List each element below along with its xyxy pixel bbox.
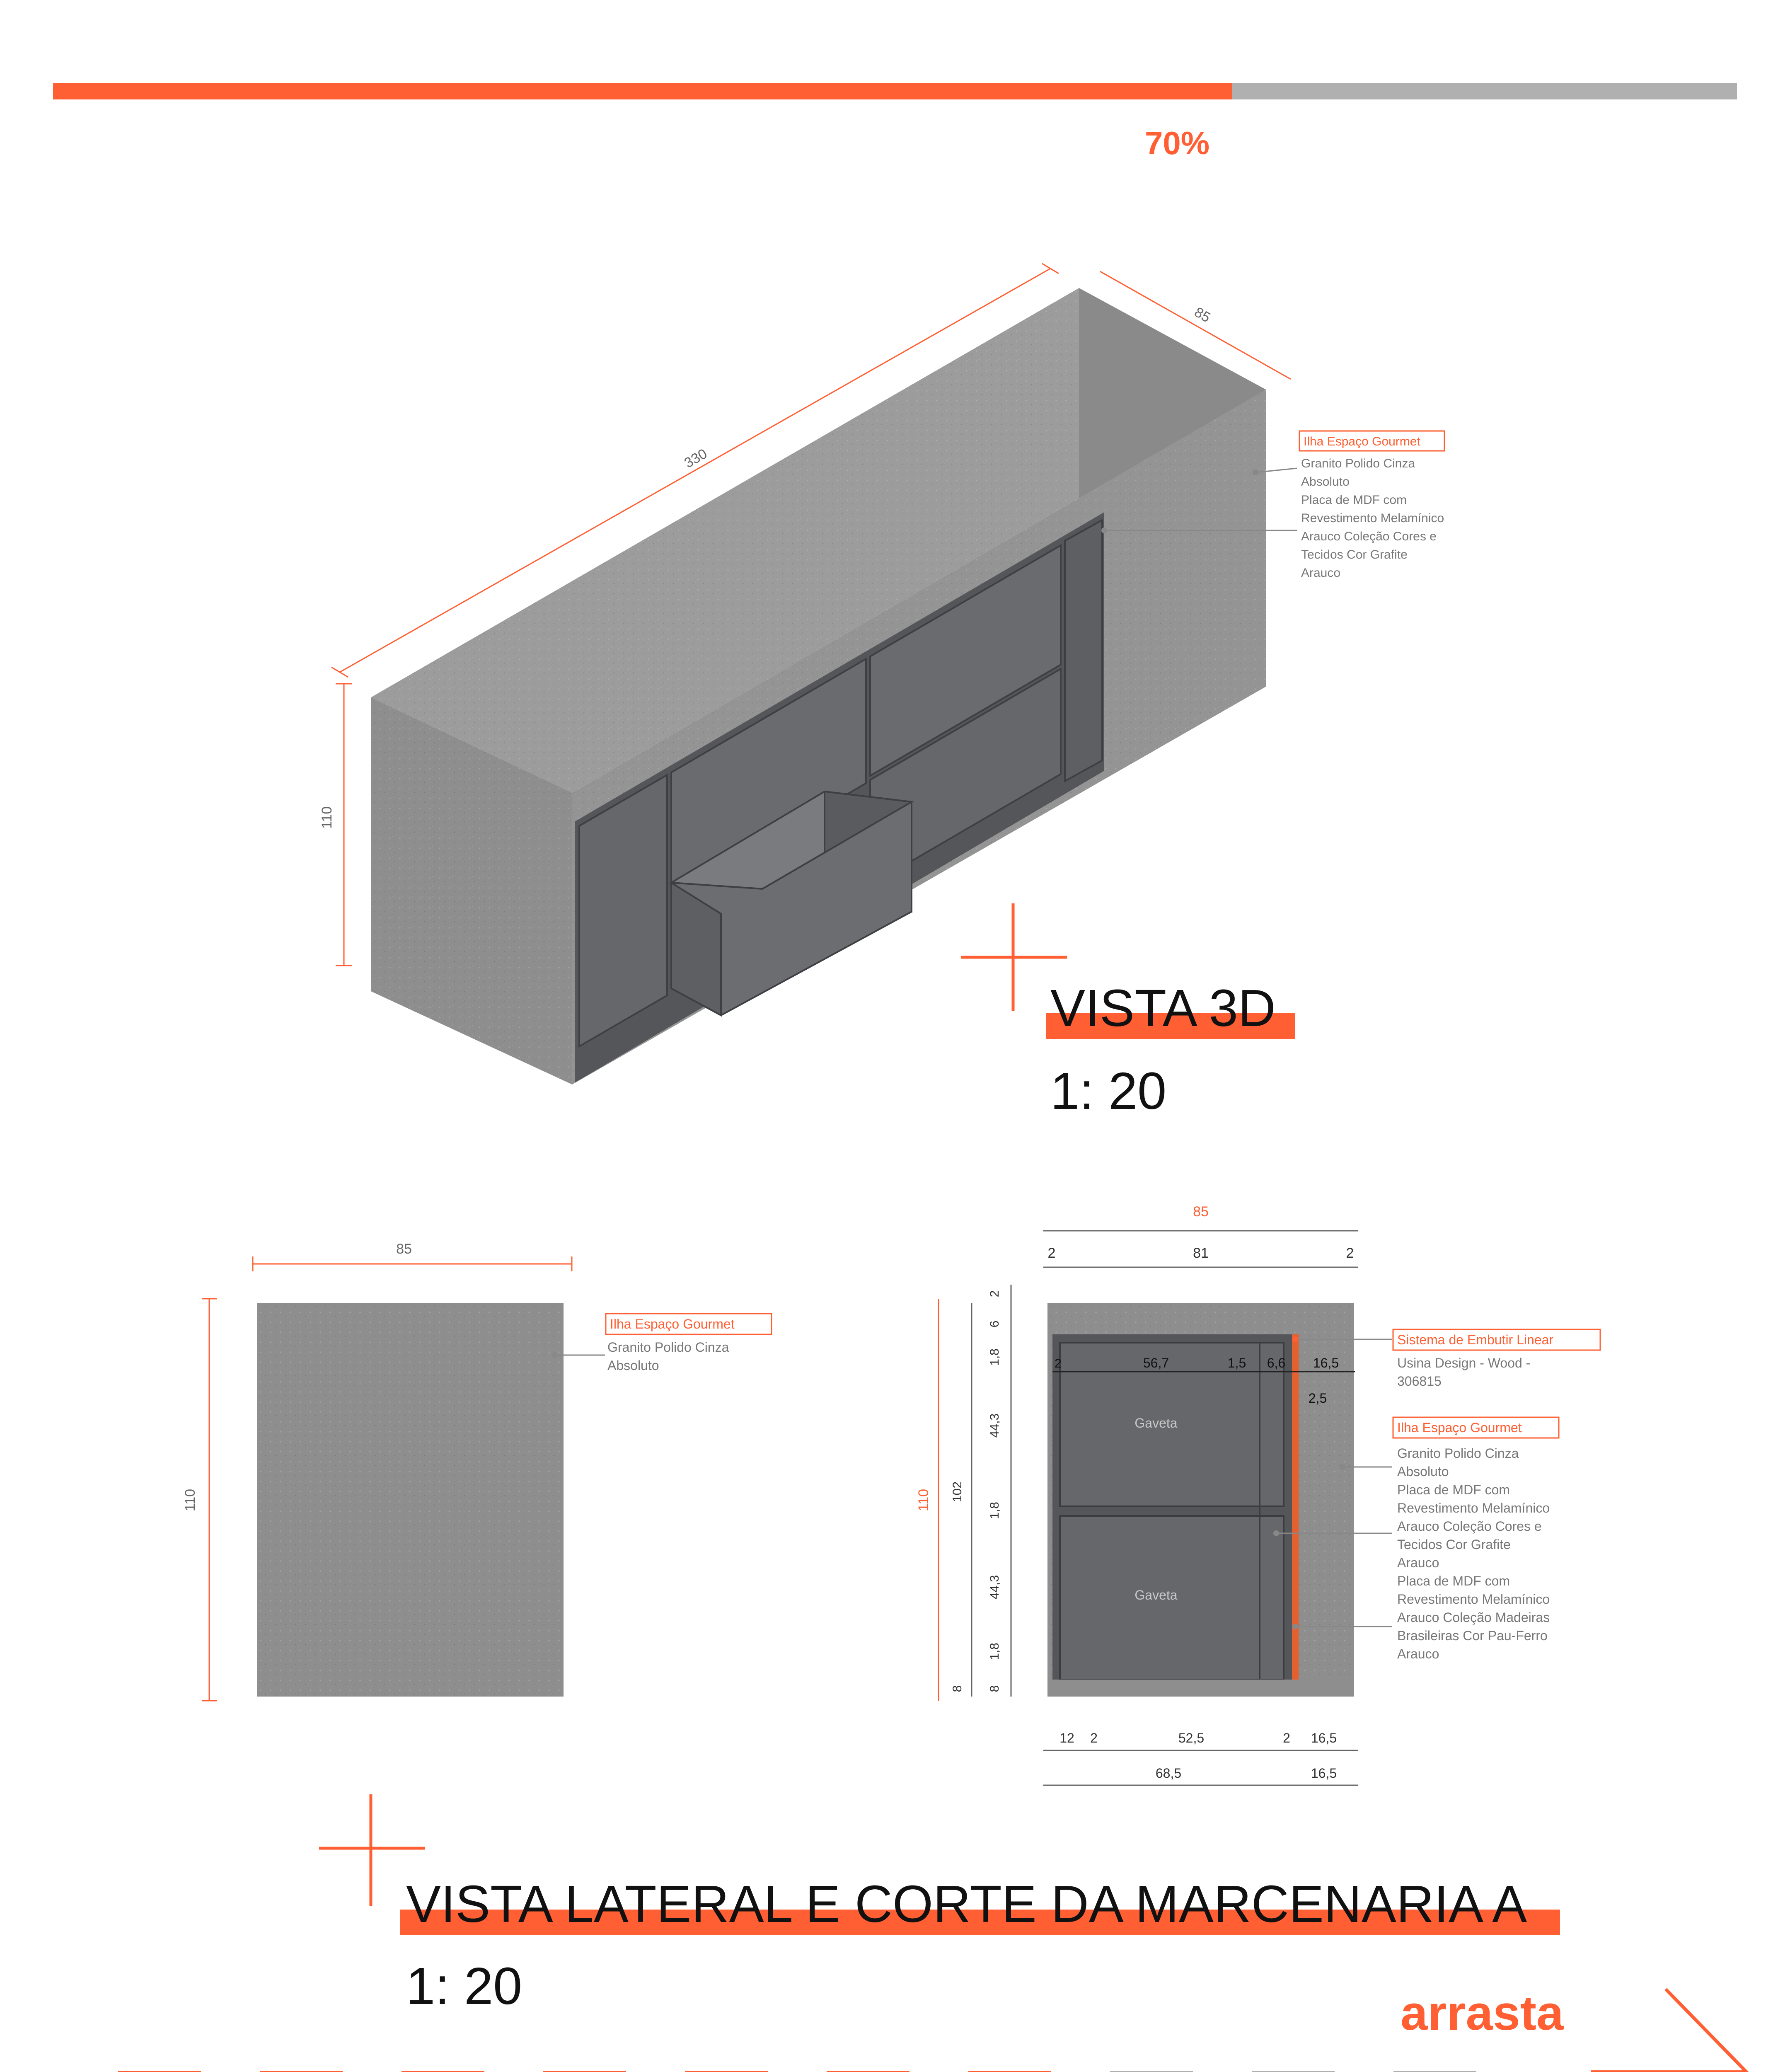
callout-3d-line: Arauco Coleção Cores e <box>1301 530 1437 543</box>
section-dim-v-443a: 44,3 <box>988 1413 1001 1438</box>
section-dim-b-2a: 2 <box>1090 1731 1098 1745</box>
dim-length-label: 330 <box>682 445 710 471</box>
section-dim-b-685: 68,5 <box>1155 1766 1182 1781</box>
hardware-rail <box>1292 1334 1299 1682</box>
section-dim-left-total: 110 <box>916 1489 931 1512</box>
view-3d-scale: 1: 20 <box>1050 1062 1167 1120</box>
section-hw-callout-line: 306815 <box>1397 1374 1442 1389</box>
section-dim-top-right: 2 <box>1346 1245 1354 1261</box>
section-hw-callout-title: Sistema de Embutir Linear <box>1397 1332 1554 1347</box>
section-mat-callout-line: Brasileiras Cor Pau-Ferro <box>1397 1628 1548 1643</box>
plus-marker-bar <box>319 1844 427 1852</box>
arrow-right-icon[interactable] <box>1583 1981 1757 2072</box>
section-mat-callout-line: Revestimento Melamínico <box>1397 1592 1550 1607</box>
callout-3d-line: Absoluto <box>1301 475 1350 489</box>
view-lateral-scale: 1: 20 <box>406 1957 522 2015</box>
section-dim-row-25: 2,5 <box>1308 1391 1327 1406</box>
section-dim-row-2: 2 <box>1055 1357 1062 1370</box>
section-dim-inner-total: 102 <box>951 1481 964 1503</box>
side-callout-line: Absoluto <box>607 1358 659 1373</box>
callout-3d-line: Revestimento Melamínico <box>1301 511 1444 525</box>
section-mat-callout-line: Absoluto <box>1397 1464 1449 1479</box>
callout-3d-title: Ilha Espaço Gourmet <box>1304 435 1420 448</box>
section-dim-b-12: 12 <box>1059 1731 1074 1745</box>
dim-depth-label: 85 <box>1192 304 1213 326</box>
section-mat-callout-line: Arauco <box>1397 1555 1439 1570</box>
section-dim-row-165: 16,5 <box>1313 1356 1339 1370</box>
callout-3d-line: Placa de MDF com <box>1301 493 1407 507</box>
section-dim-v-8b: 8 <box>988 1685 1001 1692</box>
progress-label: 70% <box>1145 125 1210 161</box>
view-3d-title: VISTA 3D <box>1050 979 1276 1037</box>
section-dim-row-567: 56,7 <box>1143 1356 1169 1370</box>
section-dim-top-left: 2 <box>1047 1245 1056 1261</box>
section-dim-v-18a: 1,8 <box>988 1348 1001 1366</box>
section-mat-callout-line: Granito Polido Cinza <box>1397 1446 1519 1461</box>
callout-3d-line: Tecidos Cor Grafite <box>1301 548 1408 562</box>
section-mat-callout-line: Tecidos Cor Grafite <box>1397 1537 1511 1552</box>
plus-marker-icon <box>356 1794 385 1910</box>
page-dots <box>0 2066 1492 2072</box>
section-mat-callout-line: Arauco Coleção Cores e <box>1397 1519 1542 1534</box>
section-dim-b-2b: 2 <box>1283 1731 1290 1745</box>
side-dim-width-label: 85 <box>396 1241 412 1257</box>
section-mat-callout-line: Placa de MDF com <box>1397 1573 1510 1588</box>
swipe-label[interactable]: arrasta <box>1401 1986 1564 2041</box>
callout-3d-line: Granito Polido Cinza <box>1301 457 1415 470</box>
cabinet-right-door <box>1065 520 1102 781</box>
section-mat-callout-line: Arauco <box>1397 1646 1439 1661</box>
section-dim-v-6: 6 <box>988 1320 1001 1328</box>
section-dim-v-8a: 8 <box>951 1685 964 1692</box>
section-dim-b-525: 52,5 <box>1178 1731 1205 1745</box>
callout-3d-line: Arauco <box>1301 566 1341 580</box>
side-and-section-drawing <box>0 1160 1790 1803</box>
drawer-label-lower: Gaveta <box>1134 1588 1178 1602</box>
section-dim-row-15: 1,5 <box>1227 1356 1246 1370</box>
section-mat-callout-line: Placa de MDF com <box>1397 1482 1510 1497</box>
section-mat-callout-title: Ilha Espaço Gourmet <box>1397 1420 1522 1435</box>
section-dim-b-165b: 16,5 <box>1311 1766 1337 1781</box>
section-dim-row-66: 6,6 <box>1267 1356 1286 1370</box>
side-callout-line: Granito Polido Cinza <box>607 1340 729 1355</box>
dim-height-label: 110 <box>319 806 335 829</box>
section-hw-callout-line: Usina Design - Wood - <box>1397 1356 1531 1370</box>
section-dim-b-165a: 16,5 <box>1311 1731 1337 1745</box>
section-dim-v-443b: 44,3 <box>988 1575 1001 1600</box>
section-dim-v-2: 2 <box>988 1290 1001 1297</box>
section-dim-top-mid: 81 <box>1193 1245 1209 1261</box>
drawer-label-upper: Gaveta <box>1134 1416 1178 1431</box>
side-dim-height-label: 110 <box>182 1489 198 1512</box>
section-dim-v-18c: 1,8 <box>988 1643 1001 1660</box>
view-lateral-title: VISTA LATERAL E CORTE DA MARCENARIA A <box>406 1875 1527 1933</box>
section-mat-callout-line: Arauco Coleção Madeiras <box>1397 1610 1550 1625</box>
section-dim-top-total: 85 <box>1193 1204 1209 1220</box>
section-dim-v-18b: 1,8 <box>988 1502 1001 1519</box>
side-callout-title: Ilha Espaço Gourmet <box>610 1317 735 1331</box>
section-mat-callout-line: Revestimento Melamínico <box>1397 1501 1550 1515</box>
